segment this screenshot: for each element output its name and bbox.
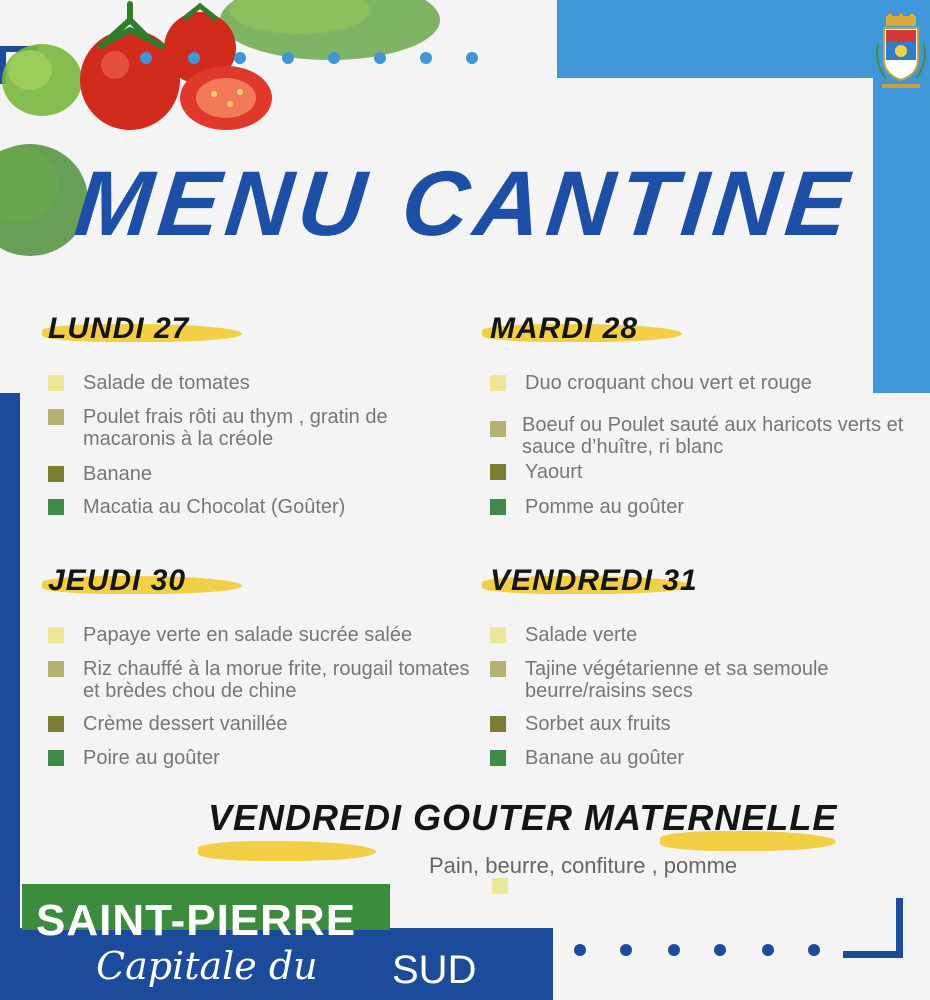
brand-line-3: SUD — [392, 948, 477, 992]
menu-item-text: Boeuf ou Poulet sauté aux haricots verts et sauce d’huître, ri blanc — [522, 414, 904, 458]
day-section-vendredi — [490, 562, 920, 769]
city-crest-icon — [876, 14, 926, 98]
bullet-square — [48, 750, 64, 766]
page-title — [0, 152, 930, 257]
page-title-text: MENU CANTINE — [71, 153, 860, 255]
bullet-square — [490, 421, 506, 437]
menu-item-text: Salade de tomates — [83, 372, 250, 394]
day-title: JEUDI 30 — [48, 564, 187, 597]
bullet-square — [490, 716, 506, 732]
menu-item-text: Banane au goûter — [525, 747, 685, 769]
day-section-mardi — [490, 310, 920, 518]
bullet-square — [48, 661, 64, 677]
bullet-square — [48, 409, 64, 425]
brand-logo — [22, 884, 553, 1000]
brand-line-2: Capitale du — [96, 944, 318, 988]
menu-item-text: Papaye verte en salade sucrée salée — [83, 624, 413, 646]
day-section-lundi — [48, 310, 478, 518]
brush-stroke — [198, 841, 376, 861]
bullet-square — [48, 466, 64, 482]
menu-item-text: Duo croquant chou vert et rouge — [525, 372, 812, 394]
bullet-square — [490, 750, 506, 766]
day-title: LUNDI 27 — [48, 312, 190, 345]
menu-item-text: Salade verte — [525, 624, 638, 646]
menu-item-text: Riz chauffé à la morue frite, rougail tomates et brèdes chou de chine — [83, 658, 470, 702]
bullet-square — [490, 627, 506, 643]
menu-item-text: Yaourt — [525, 461, 583, 483]
day-section-jeudi — [48, 562, 478, 769]
day-title: MARDI 28 — [490, 312, 639, 345]
day-title: VENDREDI 31 — [490, 564, 698, 597]
menu-item-text: Macatia au Chocolat (Goûter) — [83, 496, 346, 518]
gouter-title: VENDREDI GOUTER MATERNELLE — [208, 797, 838, 838]
menu-item-text: Poulet frais rôti au thym , gratin de macaronis à la créole — [83, 406, 388, 450]
menu-item-text: Sorbet aux fruits — [525, 713, 671, 735]
bullet-square — [490, 499, 506, 515]
menu-item-text: Banane — [83, 463, 152, 485]
brand-line-1: SAINT-PIERRE — [36, 896, 357, 945]
decor-blue-bar-left — [0, 393, 20, 1000]
bullet-square — [48, 499, 64, 515]
menu-item-text: Pomme au goûter — [525, 496, 684, 518]
gouter-text: Pain, beurre, confiture , pomme — [429, 853, 738, 878]
bullet-square — [48, 716, 64, 732]
bullet-square — [490, 464, 506, 480]
bullet-square — [48, 375, 64, 391]
menu-item-text: Tajine végétarienne et sa semoule beurre/raisins secs — [525, 658, 829, 702]
bullet-square — [48, 627, 64, 643]
menu-item-text: Poire au goûter — [83, 747, 220, 769]
menu-item-text: Crème dessert vanillée — [83, 713, 288, 735]
bullet-square — [490, 375, 506, 391]
decor-corner-bottom-right — [843, 898, 903, 958]
bullet-square — [490, 661, 506, 677]
